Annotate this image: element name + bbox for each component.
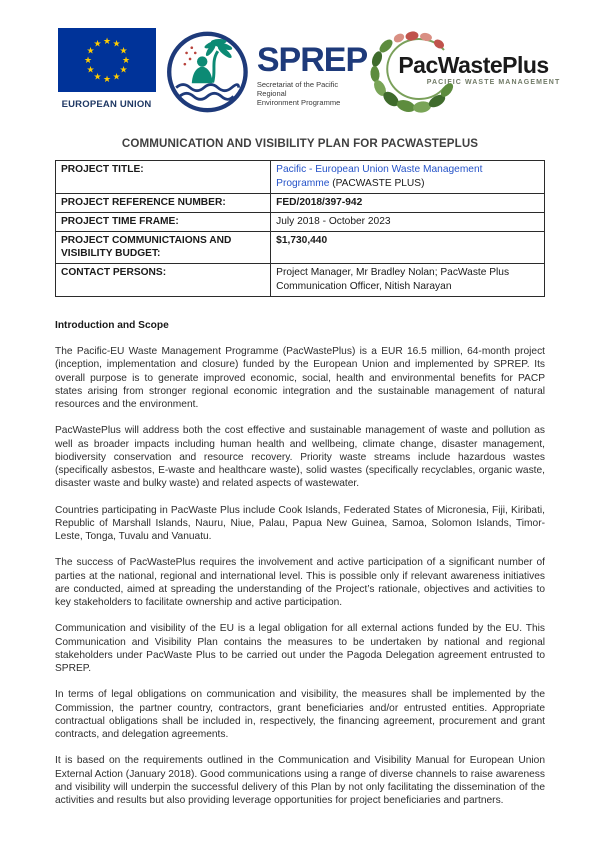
paragraph-7: It is based on the requirements outlined in the Communication and Visibility Manual for European Union External Action (January 2018). Good communications using a range of diverse channels to raise awareness and visibility will underpin the successful delivery of this Plan by not only facilitating the dissemination of the activities and results but also providing leverage opportunities for project beneficiaries and partners. (55, 755, 545, 806)
project-title-link[interactable]: Pacific - European Union Waste Management Programme (276, 164, 483, 189)
sprep-subtitle-line1: Secretariat of the Pacific Regional (256, 79, 339, 98)
budget-label: PROJECT COMMUNICTAIONS AND VISIBILITY BUDGET: (56, 231, 271, 264)
contact-persons-value: Project Manager, Mr Bradley Nolan; PacWaste Plus Communication Officer, Nitish Narayan (271, 264, 545, 297)
paragraph-5: Communication and visibility of the EU is a legal obligation for all external actions funded by the EU. This Communication and Visibility Plan contains the measures to be undertaken by national and regional stakeholders under PacWaste Plus to be carried out under the Pagoda Delegation agreement entrusted to SPREP. (55, 623, 545, 674)
sprep-logo (164, 28, 368, 116)
svg-text:★: ★ (118, 45, 128, 56)
time-frame-label: PROJECT TIME FRAME: (56, 212, 271, 231)
project-title-suffix: (PACWASTE PLUS) (329, 177, 425, 189)
project-title-value (271, 161, 545, 194)
eu-flag-icon (58, 28, 156, 92)
paragraph-2: PacWastePlus will address both the cost effective and sustainable management of waste and pollution as well as broader impacts including human health and wellbeing, climate change, disaster management, biodiversity conservation and resource recovery. Priority waste streams include hazardous wastes (specifically asbestos, E-waste and healthcare waste), solid wastes (specifically recyclables, organic waste, disaster waste and bulky waste) and related aspects of wastewater. (55, 425, 545, 490)
document-body (55, 320, 545, 807)
logo-header (55, 28, 561, 120)
svg-text:★: ★ (111, 71, 121, 82)
sprep-acronym: SPREP (256, 41, 368, 80)
pacwasteplus-logo (368, 28, 561, 116)
svg-text:★: ★ (102, 74, 111, 84)
paragraph-4: The success of PacWastePlus requires the involvement and active participation of a significant number of parties at the national, regional and international level. This is possible only if relevant awareness initiatives are conducted, aimed at spreading the understanding of the Project’s rationale, objectives and activities to key stakeholders to facilitate ownership and active participation. (55, 557, 545, 608)
table-row-budget (56, 231, 545, 264)
pacwasteplus-name: PacWastePlus (398, 52, 549, 78)
svg-text:★: ★ (118, 64, 128, 75)
contact-persons-label: CONTACT PERSONS: (56, 264, 271, 297)
eu-flag-logo (55, 28, 158, 110)
table-row-contact-persons (56, 264, 545, 297)
reference-number-label: PROJECT REFERENCE NUMBER: (56, 193, 271, 212)
project-details-table (55, 160, 545, 297)
section-heading: Introduction and Scope (55, 320, 169, 331)
svg-text:★: ★ (111, 38, 121, 49)
pacwasteplus-subtitle: PACIFIC WASTE MANAGEMENT (426, 79, 561, 86)
table-row-project-title (56, 161, 545, 194)
budget-value: $1,730,440 (271, 231, 545, 264)
time-frame-value: July 2018 - October 2023 (271, 212, 545, 231)
paragraph-6: In terms of legal obligations on communication and visibility, the measures shall be implemented by the Commission, the partner country, contractors, grant beneficiaries and/or entrusted entities. Appropriate contractual obligations shall be included in, respectively, the financing agreement, procurement and grant contracts, and delegation agreements. (55, 689, 545, 740)
table-row-time-frame (56, 212, 545, 231)
sprep-logo-text (257, 36, 368, 107)
svg-text:★: ★ (102, 36, 111, 46)
paragraph-1: The Pacific-EU Waste Management Programme (PacWastePlus) is a EUR 16.5 million, 64-month project (inception, implementation and closure) funded by the European Union and implemented by SPREP. Its overall purpose is to generate improved economic, social, health and environmental benefits for PACP states arising from stronger regional economic integration and the sustainable management of natural resources and the environment. (55, 346, 545, 410)
paragraph-3: Countries participating in PacWaste Plus include Cook Islands, Federated States of Micronesia, Fiji, Kiribati, Republic of Marshall Islands, Nauru, Niue, Palau, Papua New Guinea, Samoa, Solomon Islands, Timor-Leste, Tonga, Tuvalu and Vanuatu. (55, 504, 545, 542)
svg-text:★: ★ (85, 45, 95, 56)
svg-text:★: ★ (92, 38, 102, 49)
eu-logo-label: EUROPEAN UNION (61, 99, 152, 110)
sprep-subtitle-line2: Environment Programme (256, 98, 341, 108)
table-row-reference-number (56, 193, 545, 212)
sprep-emblem-icon (164, 28, 251, 116)
svg-text:★: ★ (92, 71, 102, 82)
project-title-label: PROJECT TITLE: (56, 161, 271, 194)
page-title: COMMUNICATION AND VISIBILITY PLAN FOR PACWASTEPLUS (121, 137, 479, 150)
pacwasteplus-logo-text (398, 54, 560, 86)
svg-text:★: ★ (83, 55, 92, 65)
svg-text:★: ★ (85, 64, 95, 75)
reference-number-value: FED/2018/397-942 (271, 193, 545, 212)
svg-text:★: ★ (121, 55, 130, 65)
